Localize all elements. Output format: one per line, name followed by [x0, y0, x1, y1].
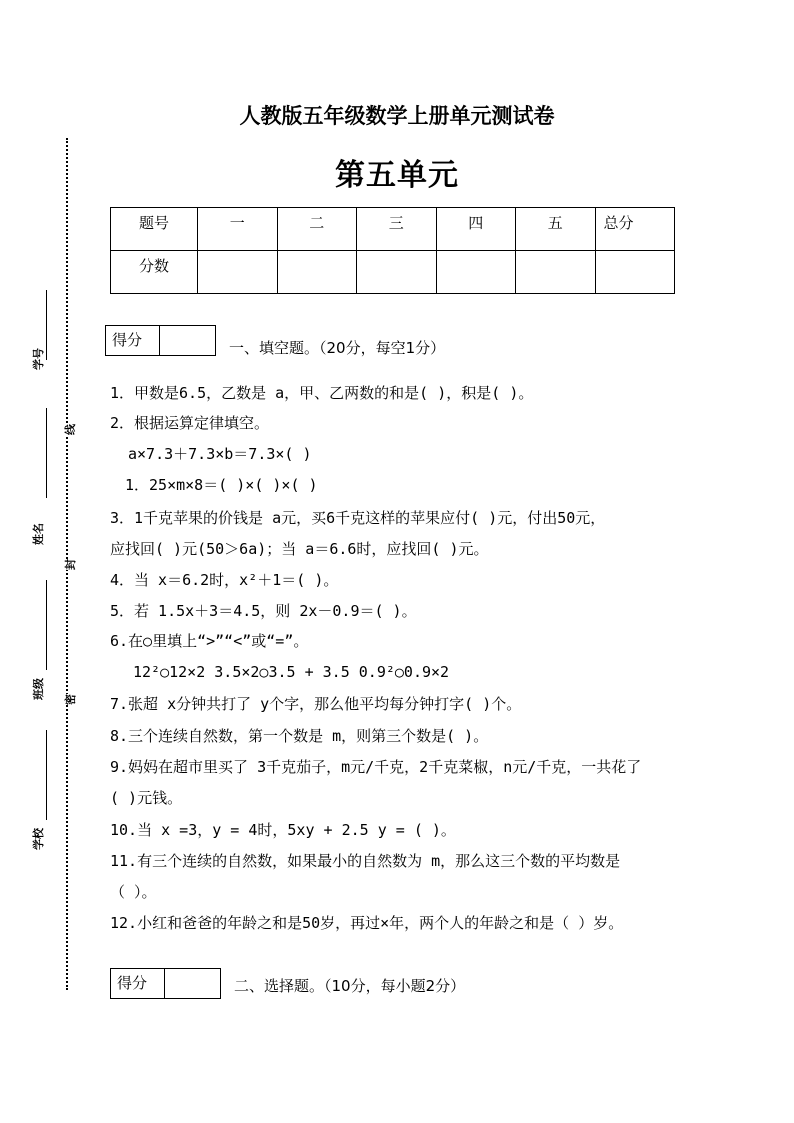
school-label: 学校: [32, 828, 45, 850]
question-line: （ ）。: [110, 883, 157, 901]
score-table: [110, 207, 675, 294]
school-line: [46, 730, 47, 820]
score-input-cell[interactable]: [516, 251, 596, 294]
score-table-cell: 分数: [111, 251, 198, 294]
score-table-cell: 总分: [595, 208, 675, 251]
question-line: 8.三个连续自然数，第一个数是 m，则第三个数是( )。: [110, 727, 489, 745]
question-line: 9.妈妈在超市里买了 3千克茄子，m元/千克，2千克菜椒，n元/千克，一共花了: [110, 758, 642, 776]
question-line: 1．甲数是6.5，乙数是 a，甲、乙两数的和是( )，积是( )。: [110, 384, 534, 402]
question-line: 1．25×m×8＝( )×( )×( ): [125, 476, 318, 494]
class-line: [46, 580, 47, 670]
score-input-cell[interactable]: [198, 251, 278, 294]
exam-title: 人教版五年级数学上册单元测试卷: [239, 103, 555, 128]
student-id-label: 学号: [32, 348, 45, 370]
question-line: 11.有三个连续的自然数，如果最小的自然数为 m，那么这三个数的平均数是: [110, 852, 621, 870]
section2-heading: 二、选择题。（10分，每小题2分）: [234, 977, 466, 995]
question-line: ( )元钱。: [110, 789, 183, 807]
name-line: [46, 408, 47, 498]
score-table-cell: 四: [436, 208, 516, 251]
score-table-cell: 二: [277, 208, 357, 251]
score-input-cell[interactable]: [436, 251, 516, 294]
section2-score-box: [110, 968, 221, 999]
question-line: 7.张超 x分钟共打了 y个字，那么他平均每分钟打字( )个。: [110, 695, 522, 713]
seal-mark-seal: 封: [64, 559, 77, 570]
question-line: a×7.3＋7.3×b＝7.3×( ): [128, 445, 312, 463]
section2-score-input[interactable]: [164, 968, 221, 999]
question-line: 3．1千克苹果的价钱是 a元，买6千克这样的苹果应付( )元，付出50元，: [110, 509, 606, 527]
question-line: 12.小红和爸爸的年龄之和是50岁，再过×年，两个人的年龄之和是（ ）岁。: [110, 914, 624, 932]
score-input-cell[interactable]: [277, 251, 357, 294]
class-label: 班级: [32, 678, 45, 700]
seal-mark-line: 线: [64, 424, 77, 435]
question-line: 6.在○里填上“>”“<”或“=”。: [110, 632, 309, 650]
section1-score-input[interactable]: [159, 325, 216, 356]
score-table-cell: 一: [198, 208, 278, 251]
student-id-line: [46, 290, 47, 360]
question-line: 10.当 x =3，y = 4时，5xy + 2.5 y = ( )。: [110, 821, 456, 839]
section2-score-label: 得分: [110, 968, 164, 999]
score-table-cell: 题号: [111, 208, 198, 251]
question-line: 12²○12×2 3.5×2○3.5 + 3.5 0.9²○0.9×2: [133, 663, 450, 681]
section1-heading: 一、填空题。（20分，每空1分）: [229, 339, 446, 357]
score-table-cell: 五: [516, 208, 596, 251]
score-table-cell: 三: [357, 208, 437, 251]
seal-mark-secret: 密: [64, 694, 77, 705]
question-line: 2．根据运算定律填空。: [110, 414, 270, 432]
question-line: 应找回( )元(50＞6a)；当 a＝6.6时，应找回( )元。: [110, 540, 489, 558]
score-table-score-row: [111, 251, 675, 294]
unit-title: 第五单元: [335, 158, 459, 193]
question-line: 5．若 1.5x＋3＝4.5，则 2x－0.9＝( )。: [110, 602, 417, 620]
section1-score-box: [105, 325, 216, 356]
section1-score-label: 得分: [105, 325, 159, 356]
score-table-header-row: [111, 208, 675, 251]
score-input-cell[interactable]: [357, 251, 437, 294]
score-input-cell[interactable]: [595, 251, 675, 294]
name-label: 姓名: [32, 523, 45, 545]
question-line: 4．当 x＝6.2时，x²＋1＝( )。: [110, 571, 339, 589]
